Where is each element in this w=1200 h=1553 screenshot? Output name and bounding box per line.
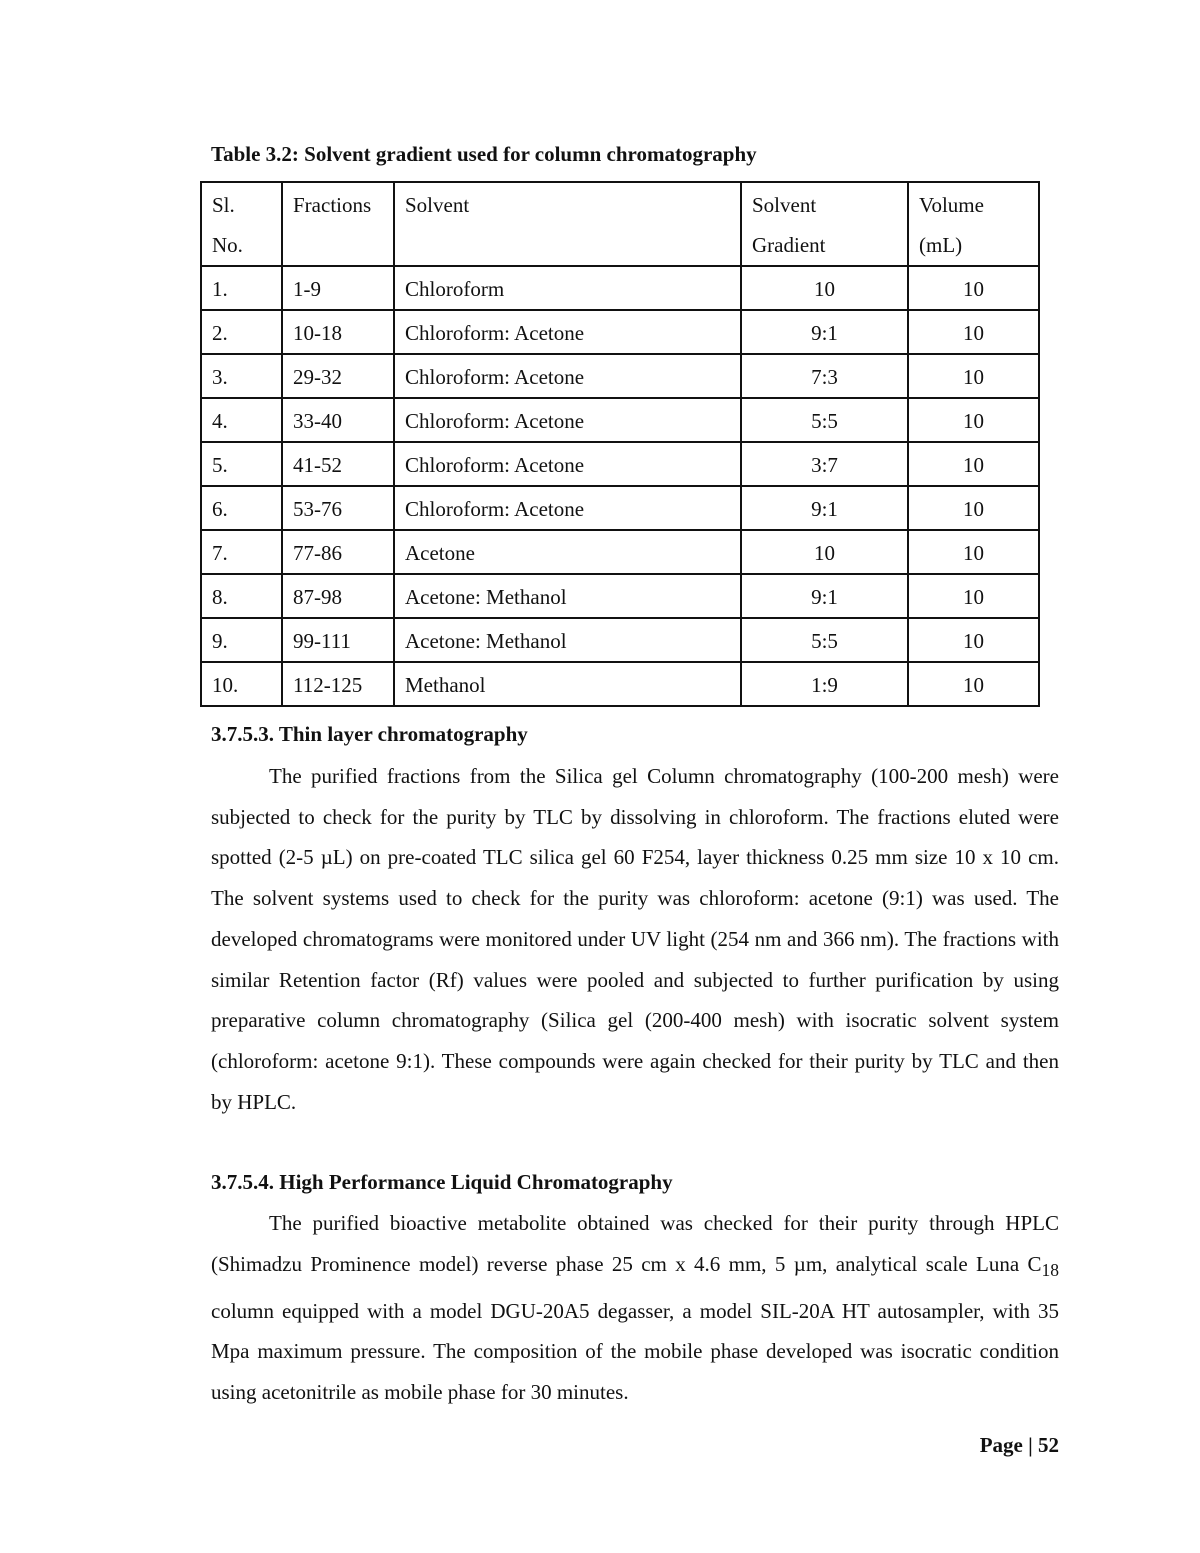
table-row bbox=[201, 354, 1039, 398]
cell-gradient: 9:1 bbox=[741, 574, 908, 618]
cell-volume: 10 bbox=[908, 266, 1039, 310]
cell-sl-no: 9. bbox=[201, 618, 282, 662]
cell-solvent: Chloroform bbox=[394, 266, 741, 310]
cell-volume: 10 bbox=[908, 574, 1039, 618]
subscript-c18: 18 bbox=[1041, 1259, 1059, 1280]
table-row bbox=[201, 574, 1039, 618]
cell-volume: 10 bbox=[908, 354, 1039, 398]
header-cell-volume: Volume (mL) bbox=[908, 182, 1039, 266]
cell-fractions: 29-32 bbox=[282, 354, 394, 398]
cell-sl-no: 7. bbox=[201, 530, 282, 574]
cell-fractions: 1-9 bbox=[282, 266, 394, 310]
cell-sl-no: 4. bbox=[201, 398, 282, 442]
table-header-row bbox=[201, 182, 1039, 266]
header-cell-solvent-gradient: Solvent Gradient bbox=[741, 182, 908, 266]
table-row bbox=[201, 530, 1039, 574]
header-cell-sl-no: Sl. No. bbox=[201, 182, 282, 266]
cell-solvent: Chloroform: Acetone bbox=[394, 310, 741, 354]
table-row bbox=[201, 266, 1039, 310]
cell-volume: 10 bbox=[908, 398, 1039, 442]
page-number: Page | 52 bbox=[979, 1433, 1059, 1457]
cell-sl-no: 8. bbox=[201, 574, 282, 618]
cell-fractions: 41-52 bbox=[282, 442, 394, 486]
cell-fractions: 99-111 bbox=[282, 618, 394, 662]
cell-fractions: 112-125 bbox=[282, 662, 394, 706]
table-row bbox=[201, 398, 1039, 442]
cell-gradient: 1:9 bbox=[741, 662, 908, 706]
cell-sl-no: 1. bbox=[201, 266, 282, 310]
header-cell-fractions: Fractions bbox=[282, 182, 394, 266]
cell-volume: 10 bbox=[908, 486, 1039, 530]
cell-solvent: Acetone bbox=[394, 530, 741, 574]
cell-solvent: Methanol bbox=[394, 662, 741, 706]
cell-solvent: Acetone: Methanol bbox=[394, 618, 741, 662]
cell-solvent: Chloroform: Acetone bbox=[394, 354, 741, 398]
paragraph-hplc: The purified bioactive metabolite obtained was checked for their purity through HPLC (Shimadzu Prominence model) reverse phase 25 cm x 4.6 mm, 5 µm, analytical scale Luna $C_{18}$ column equipped with a model DGU-20A5 degasser, a model SIL-20A HT autosampler, with 35 Mpa maximum pressure. The composition of the mobile phase developed was isocratic condition using acetonitrile as mobile phase for 30 minutes. bbox=[211, 1211, 1059, 1404]
cell-fractions: 77-86 bbox=[282, 530, 394, 574]
cell-sl-no: 3. bbox=[201, 354, 282, 398]
solvent-gradient-table bbox=[200, 181, 1040, 707]
table-row bbox=[201, 442, 1039, 486]
cell-sl-no: 6. bbox=[201, 486, 282, 530]
cell-volume: 10 bbox=[908, 618, 1039, 662]
cell-sl-no: 10. bbox=[201, 662, 282, 706]
cell-gradient: 10 bbox=[741, 530, 908, 574]
cell-gradient: 10 bbox=[741, 266, 908, 310]
header-cell-solvent: Solvent bbox=[394, 182, 741, 266]
cell-solvent: Chloroform: Acetone bbox=[394, 398, 741, 442]
cell-solvent: Chloroform: Acetone bbox=[394, 442, 741, 486]
cell-solvent: Chloroform: Acetone bbox=[394, 486, 741, 530]
cell-volume: 10 bbox=[908, 310, 1039, 354]
cell-gradient: 5:5 bbox=[741, 398, 908, 442]
cell-gradient: 7:3 bbox=[741, 354, 908, 398]
cell-sl-no: 2. bbox=[201, 310, 282, 354]
table-row bbox=[201, 662, 1039, 706]
cell-volume: 10 bbox=[908, 530, 1039, 574]
table-row bbox=[201, 486, 1039, 530]
cell-fractions: 10-18 bbox=[282, 310, 394, 354]
cell-gradient: 3:7 bbox=[741, 442, 908, 486]
cell-fractions: 87-98 bbox=[282, 574, 394, 618]
section-heading-tlc: 3.7.5.3. Thin layer chromatography bbox=[211, 722, 528, 746]
table-row bbox=[201, 618, 1039, 662]
section-heading-hplc: 3.7.5.4. High Performance Liquid Chromatography bbox=[211, 1170, 673, 1194]
cell-gradient: 5:5 bbox=[741, 618, 908, 662]
cell-volume: 10 bbox=[908, 662, 1039, 706]
paragraph-tlc: The purified fractions from the Silica gel Column chromatography (100-200 mesh) were subjected to check for the purity by TLC by dissolving in chloroform. The fractions eluted were spotted (2-5 µL) on pre-coated TLC silica gel 60 F254, layer thickness 0.25 mm size 10 x 10 cm. The solvent systems used to check for the purity was chloroform: acetone (9:1) was used. The developed chromatograms were monitored under UV light (254 nm and 366 nm). The fractions with similar Retention factor (Rf) values were pooled and subjected to further purification by using preparative column chromatography (Silica gel (200-400 mesh) with isocratic solvent system (chloroform: acetone 9:1). These compounds were again checked for their purity by TLC and then by HPLC. bbox=[211, 764, 1059, 1114]
cell-sl-no: 5. bbox=[201, 442, 282, 486]
cell-fractions: 33-40 bbox=[282, 398, 394, 442]
table-row bbox=[201, 310, 1039, 354]
cell-gradient: 9:1 bbox=[741, 310, 908, 354]
cell-solvent: Acetone: Methanol bbox=[394, 574, 741, 618]
cell-volume: 10 bbox=[908, 442, 1039, 486]
cell-fractions: 53-76 bbox=[282, 486, 394, 530]
cell-gradient: 9:1 bbox=[741, 486, 908, 530]
table-caption: Table 3.2: Solvent gradient used for column chromatography bbox=[211, 142, 757, 166]
